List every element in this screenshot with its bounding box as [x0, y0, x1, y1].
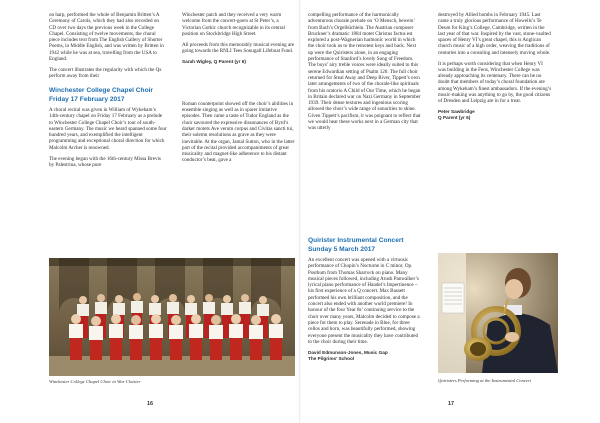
instrumental-photo-caption: Quiristers Performing at the Instrumental Concert — [438, 378, 532, 383]
author-signature-name: Peter Sawbridge — [438, 109, 475, 115]
paragraph: Winchester patch and they received a very warm welcome from the concert-goers at St Peter’s, a Victorian Gothic church recognizable in its central position on Stockbridge High Street. — [182, 12, 285, 37]
section-heading-instrumental: Quirister Instrumental Concert — [308, 237, 404, 244]
right-column-2 — [438, 12, 552, 192]
paragraph: compelling performance of the harmonically adventurous chorale prelude on ‘O Mensch, bewein’ from Bach’s Orgelbüchlein. The Austrian composer Bruckner’s dramatic 1884 motet Christus factus est explored a post-Wagnerian harmonic world in which the choir took us to the remotest keys and back. Next up were the Quiristers alone, in an engaging performance of Stanford’s lovely Song of Freedom. The boys’ airy treble voices were ideally suited to this serene Edwardian setting of Psalm 126. The full choir returned for Steal Away and Deep River, Tippett’s own later arrangements of two of the chorale-like spirituals from his oratorio A Child of Our Time, which he began in Britain declared war on Nazi Germany in September 1939. Their dense textures and ingenious scoring allowed the choir’s wide range of sonorities to shine. Given Tippett’s pacifism, it was poignant to reflect that we would hear these works next in a German city that was utterly — [308, 12, 421, 132]
author-signature-role: Q Parent (yr 6) — [438, 115, 471, 121]
paragraph: An excellent concert was opened with a virtuosic performance of Chopin’s Nocturne in C minor, Op. Posthum from Thomas Sharrock on piano. Many musical pieces followed, including Arush Panwalker’s lyrical piano performance of Handel’s Impertinence – his first experience of a Q concert. Max Bassett performed his own brilliant composition, and the concert also ended with another world premiere! In honour of the four Year 8s’ continuing service to the choir over many years, Malcolm decided to compose a piece for them to play. Serenade in Blue, for three cellos and horn, was beautifully performed, showing everyone present the musicality they have contributed to the choir during their time. — [308, 257, 420, 345]
paragraph: The evening began with the 16th-century Missa Brevis by Palestrina, whose pure — [49, 155, 161, 168]
author-signature-name: David Edmunson-Jones, Music Gap — [308, 349, 388, 355]
right-column-1 — [308, 12, 422, 220]
choir-illustration — [49, 258, 295, 376]
author-signature-role: The Pilgrims’ School — [308, 355, 355, 361]
paragraph: It is perhaps worth considering that when Henry VI was building in the Fens, Winchester College was already approaching its centenary. There can be no doubt that members of today’s choral foundation are among Wykeham’s finest ambassadors. If the evening’s music-making was anything to go by, the good citizens of Dresden and Leipzig are in for a treat. — [438, 60, 552, 105]
choir-photo-caption: Winchester College Chapel Choir in War Cloister — [49, 379, 141, 384]
left-column-1 — [49, 12, 167, 180]
choir-photo — [49, 258, 295, 376]
left-column-2 — [182, 12, 295, 178]
page-number-right: 17 — [448, 401, 455, 407]
horn-player-illustration — [438, 253, 558, 373]
paragraph: destroyed by Allied bombs in February 1945. Last came a truly glorious performance of Howells’s Te Deum for King’s College, Cambridge, written in the last year of that war. Inspired by the vast, stone-vaulted spaces of Henry VI’s great chapel, this is Anglican church music of a high order, weaving the traditions of centuries into a consoling and intensely moving whole. — [438, 12, 551, 56]
gutter — [299, 0, 301, 423]
section-heading-chapel-choir: Winchester College Chapel Choir — [49, 86, 153, 94]
paragraph: on harp, performed the whole of Benjamin Britten’s A Ceremony of Carols, which they had also recorded on CD over two days the previous week in the College Chapel. Consisting of twelve movements, the choral piece includes text from The English Gallery of Shorter Poems, in Middle English, and was written by Britten in 1942 while he was at sea, travelling from the USA to England. — [49, 12, 164, 63]
page-number-left: 16 — [147, 401, 154, 407]
section-date-chapel-choir: Friday 17 February 2017 — [49, 95, 125, 103]
section-date-instrumental: Sunday 5 March 2017 — [308, 246, 376, 253]
instrumental-photo — [438, 253, 558, 373]
paragraph: Roman counterpoint showed off the choir’s abilities in ensemble singing as well as in sparer imitative episodes. Then came a taste of Tudor England as the choir savoured the expressive dissonances of Byrd’s darker motets Ave verum corpus and Civitas sancti tui, their solemn resolutions as grave as they were inevitable. At the organ, Jamal Sutton, who in the latter part of the recital provided accompaniments of great musicality and magnet-like adherence to his distant conductor’s beat, gave a — [182, 100, 295, 164]
author-signature: Sarah Wigley, Q Parent (yr 6) — [182, 58, 246, 64]
paragraph: A choral recital was given in William of Wykeham’s 14th-century chapel on Friday 17 February as a prelude to Winchester College Chapel Choir’s tour of south-eastern Germany. The music we heard spanned some four hundred years, and exemplified the intelligent programming and exceptional choral direction for which Malcolm Archer is renowned. — [49, 106, 167, 151]
paragraph: All proceeds from this memorably musical evening are going towards the RNLI Tees Sonugall Lifeboat Fund. — [182, 41, 295, 54]
paragraph: The concert illustrates the regularity with which the Qs perform away from their — [49, 66, 162, 80]
right-column-1-lower — [308, 236, 422, 388]
